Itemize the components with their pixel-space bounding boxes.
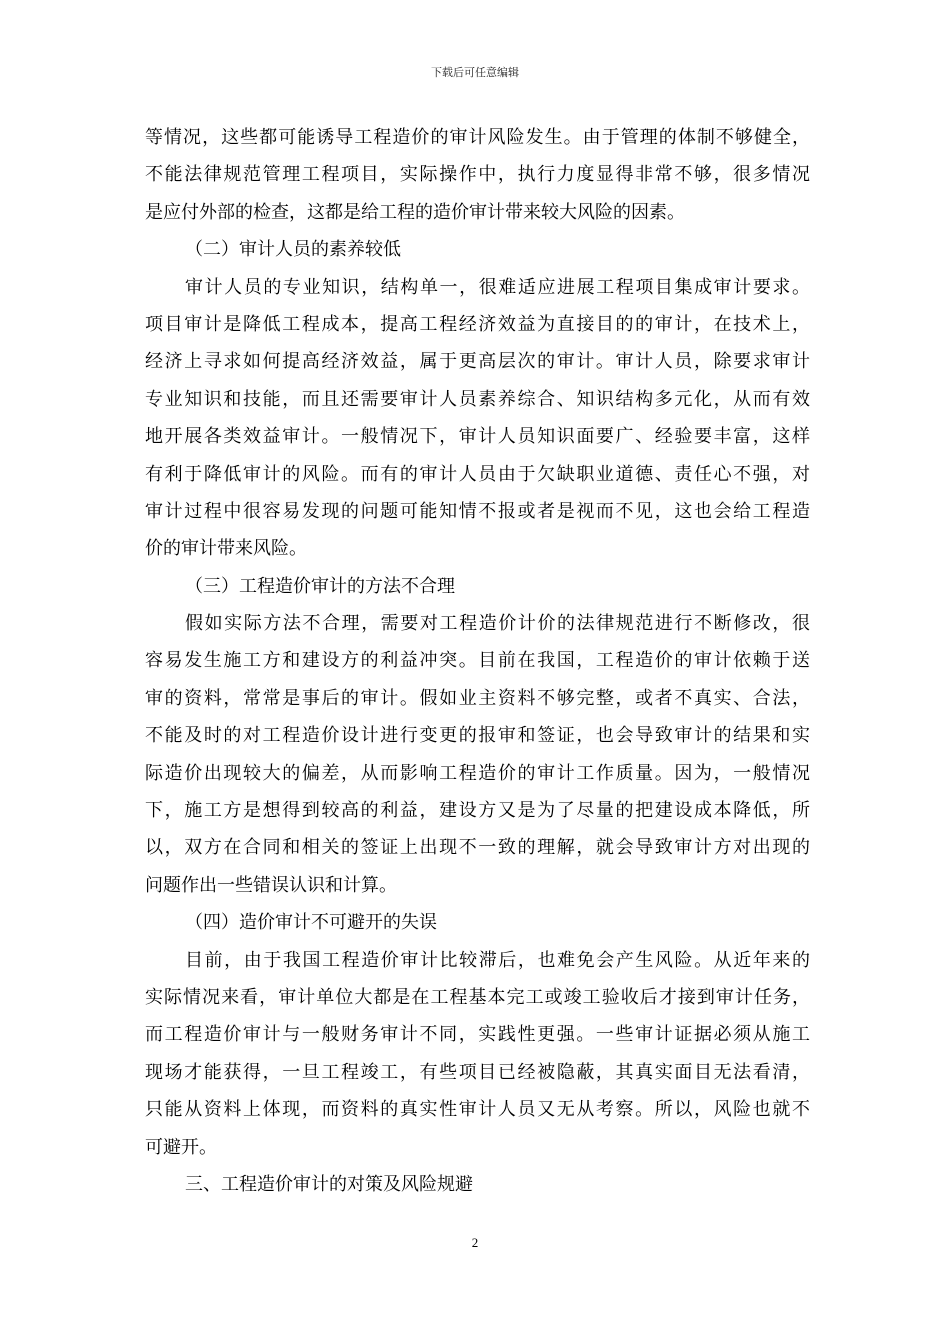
section-heading: （三）工程造价审计的方法不合理 [185,575,455,597]
text-line: 问题作出一些错误认识和计算。 [145,874,397,896]
text-line: 审计过程中很容易发现的问题可能知情不报或者是视而不见，这也会给工程造 [145,500,810,522]
section-heading: （四）造价审计不可避开的失误 [185,912,437,934]
text-line: 现场才能获得，一旦工程竣工，有些项目已经被隐蔽，其真实面目无法看清， [145,1061,810,1083]
text-line: 经济上寻求如何提高经济效益，属于更高层次的审计。审计人员，除要求审计 [145,351,810,373]
text-line: 下，施工方是想得到较高的利益，建设方又是为了尽量的把建设成本降低，所 [145,800,810,822]
text-line: 地开展各类效益审计。一般情况下，审计人员知识面要广、经验要丰富，这样 [145,426,810,448]
text-line: 项目审计是降低工程成本，提高工程经济效益为直接目的的审计，在技术上， [145,313,810,335]
text-line: 专业知识和技能，而且还需要审计人员素养综合、知识结构多元化，从而有效 [145,388,810,410]
text-line: 等情况，这些都可能诱导工程造价的审计风险发生。由于管理的体制不够健全， [145,127,810,148]
section-heading: （二）审计人员的素养较低 [185,239,401,261]
page-number: 2 [471,1235,479,1250]
text-line: 而工程造价审计与一般财务审计不同，实践性更强。一些审计证据必须从施工 [145,1024,810,1046]
text-line: 审计人员的专业知识，结构单一，很难适应进展工程项目集成审计要求。 [185,276,810,298]
text-line: 有利于降低审计的风险。而有的审计人员由于欠缺职业道德、责任心不强，对 [145,463,810,485]
section-heading: 三、工程造价审计的对策及风险规避 [185,1173,473,1195]
text-line: 是应付外部的检查，这都是给工程的造价审计带来较大风险的因素。 [145,201,685,223]
text-line: 实际情况来看，审计单位大都是在工程基本完工或竣工验收后才接到审计任务， [145,986,810,1008]
text-line: 以，双方在合同和相关的签证上出现不一致的理解，就会导致审计方对出现的 [145,837,810,859]
text-line: 际造价出现较大的偏差，从而影响工程造价的审计工作质量。因为，一般情况 [145,762,810,784]
text-line: 价的审计带来风险。 [145,538,307,560]
text-line: 只能从资料上体现，而资料的真实性审计人员又无从考察。所以，风险也就不 [145,1099,810,1121]
text-line: 不能及时的对工程造价设计进行变更的报审和签证，也会导致审计的结果和实 [145,725,810,747]
text-line: 容易发生施工方和建设方的利益冲突。目前在我国，工程造价的审计依赖于送 [145,650,810,672]
text-line: 可避开。 [145,1136,217,1158]
text-line: 审的资料，常常是事后的审计。假如业主资料不够完整，或者不真实、合法， [145,687,810,709]
text-line: 不能法律规范管理工程项目，实际操作中，执行力度显得非常不够，很多情况 [145,164,810,186]
text-line: 假如实际方法不合理，需要对工程造价计价的法律规范进行不断修改，很 [185,613,810,635]
document-body [145,119,810,1203]
download-note: 下载后可任意编辑 [431,66,519,79]
text-line: 目前，由于我国工程造价审计比较滞后，也难免会产生风险。从近年来的 [185,949,810,971]
